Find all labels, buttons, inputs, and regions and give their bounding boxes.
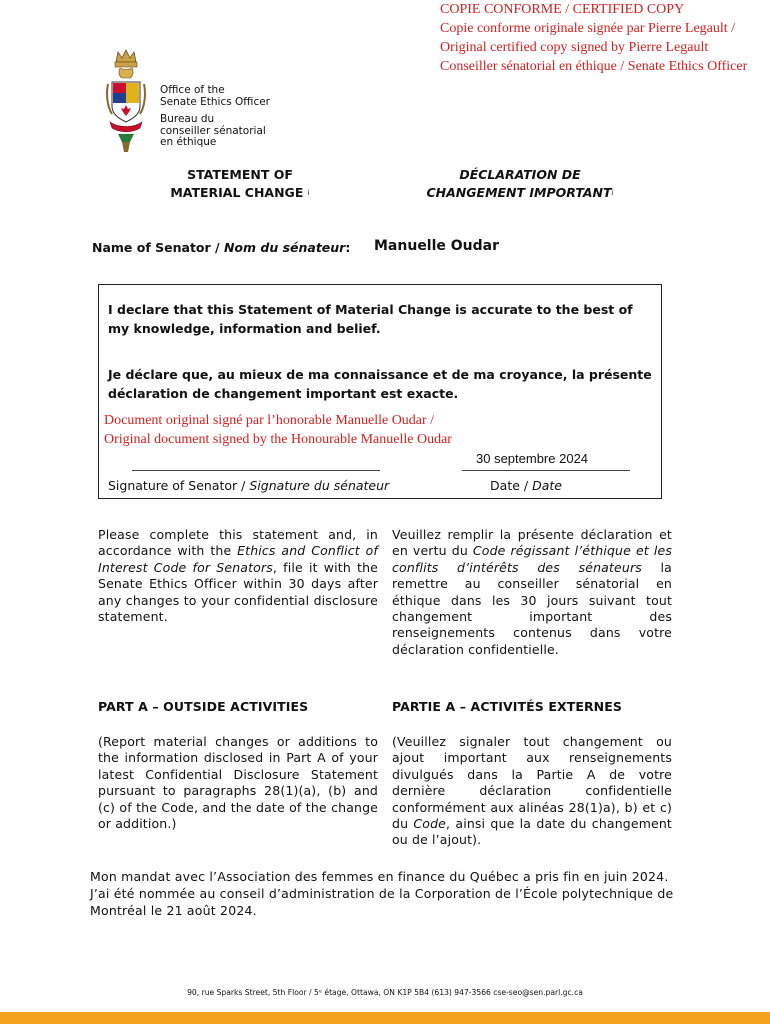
office-name-fr-2: conseiller sénatorial — [160, 124, 266, 137]
date-label-fr: Date — [532, 478, 562, 493]
ethics-code-title-en: Ethics and Conflict of Interest Code for Senators — [98, 543, 378, 575]
title-english — [150, 166, 330, 202]
date-line — [462, 470, 630, 471]
office-name-en-2: Senate Ethics Officer — [160, 95, 270, 108]
certified-copy-stamp — [440, 0, 747, 76]
instructions-en-part-1: Please complete this statement and, in accordance with the — [98, 527, 378, 559]
senator-label-fr: Nom du sénateur — [223, 240, 346, 255]
instructions-french — [392, 527, 672, 658]
declaration-french: Je déclare que, au mieux de ma connaissance et de ma croyance, la présente déclaration de changement important est exacte. — [108, 367, 652, 401]
office-name-en-1: Office of the — [160, 84, 225, 96]
instructions-fr-part-2: la remettre au conseiller sénatorial en éthique dans les 30 jours suivant tout changement important des renseignements contenus dans votre déclaration confidentielle. — [392, 559, 672, 657]
signed-original-note — [104, 411, 452, 449]
declaration-english: I declare that this Statement of Material Change is accurate to the best of my knowledge, information and belief. — [108, 302, 633, 336]
date-label-en: Date / — [490, 478, 533, 493]
part-a-fr-part-1: (Veuillez signaler tout changement ou ajout important aux renseignements divulgués dans la Partie A de votre dernière déclaration confidentielle conformément aux alinéas 28(1)a), b) et c) du — [392, 734, 672, 832]
part-a-heading-en: PART A – OUTSIDE ACTIVITIES — [98, 699, 309, 714]
office-name-block — [160, 85, 270, 149]
instructions-en-part-2: , file it with the Senate Ethics Officer within 30 days after any changes to your confidential disclosure statement. — [98, 559, 378, 625]
signature-label-fr: Signature du sénateur — [249, 478, 390, 493]
ethics-code-title-fr: Code régissant l’éthique et les conflits d’intérêts des sénateurs — [392, 543, 672, 575]
title-french — [420, 166, 620, 202]
signature-label-en: Signature of Senator / — [108, 478, 250, 493]
part-a-heading-fr: PARTIE A – ACTIVITÉS EXTERNES — [392, 699, 622, 714]
part-a-fr-code: Code — [413, 816, 447, 832]
stamp-line-2: Copie conforme originale signée par Pierre Legault / — [440, 21, 736, 36]
signed-note-line-1: Document original signé par l’honorable Manuelle Oudar / — [104, 413, 435, 428]
part-a-instructions-fr — [392, 734, 672, 849]
declaration-date-value: 30 septembre 2024 — [476, 451, 589, 466]
footer-address: 90, rue Sparks Street, 5th Floor / 5ᵉ étage, Ottawa, ON K1P 5B4 (613) 947-3566 cse-seo@sen.parl.gc.ca — [187, 988, 583, 997]
senator-label-colon: : — [345, 240, 351, 255]
senator-label-en: Name of Senator / — [92, 240, 224, 255]
title-fr-line-2: CHANGEMENT IMPORTANT — [426, 185, 612, 200]
title-fr-line-1: DÉCLARATION DE — [459, 167, 581, 182]
senate-coat-of-arms-logo — [104, 48, 148, 160]
office-name-fr-3: en éthique — [160, 136, 217, 148]
stamp-line-1: COPIE CONFORME / CERTIFIED COPY — [440, 2, 685, 17]
stamp-line-3: Original certified copy signed by Pierre Legault — [440, 40, 709, 55]
signature-line — [132, 470, 380, 471]
footer-color-bar — [0, 1012, 770, 1024]
material-change-statement: Mon mandat avec l’Association des femmes en finance du Québec a pris fin en juin 2024. J’ai été nommée au conseil d’administration de la Corporation de l’École polytechnique de Montréal le 21 août 2024. — [90, 869, 674, 918]
instructions-fr-part-1: Veuillez remplir la présente déclaration et en vertu du — [392, 527, 672, 559]
title-en-line-2: MATERIAL CHANGE — [170, 185, 304, 200]
senator-name-label — [92, 240, 350, 255]
title-en-line-1: STATEMENT OF — [187, 167, 293, 182]
senator-name-value: Manuelle Oudar — [374, 238, 500, 254]
part-a-fr-part-2: , ainsi que la date du changement ou de l’ajout). — [392, 816, 672, 848]
signed-note-line-2: Original document signed by the Honourable Manuelle Oudar — [104, 432, 452, 447]
stamp-line-4: Conseiller sénatorial en éthique / Senate Ethics Officer — [440, 59, 748, 74]
instructions-english — [98, 527, 378, 625]
part-a-instructions-en: (Report material changes or additions to the information disclosed in Part A of your latest Confidential Disclosure Statement pursuant to paragraphs 28(1)(a), (b) and (c) of the Code, and the date of the change or addition.) — [98, 734, 378, 832]
office-name-fr-1: Bureau du — [160, 113, 215, 125]
title-en-footnote-ref: i — [307, 189, 310, 197]
signature-label — [108, 478, 389, 493]
title-fr-footnote-ref: i — [611, 189, 614, 197]
date-label — [460, 478, 592, 493]
